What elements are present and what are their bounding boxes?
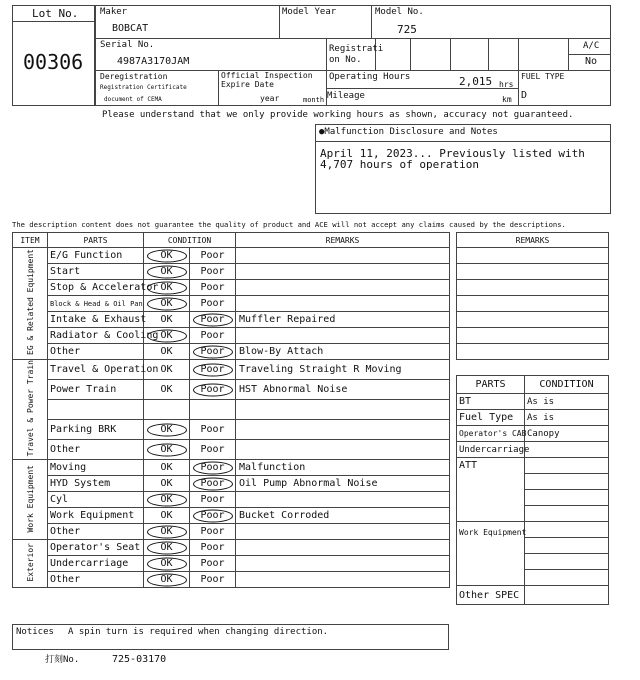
- remark: Traveling Straight R Moving: [236, 360, 450, 380]
- poor-label: Poor: [200, 346, 225, 357]
- item-group-label: Travel & Power Train: [25, 360, 35, 457]
- poor-label: Poor: [200, 314, 225, 325]
- part-name: Other: [48, 524, 144, 540]
- ok-option: [144, 248, 190, 264]
- selection-circle: [147, 281, 187, 294]
- ok-option: [144, 572, 190, 588]
- hours-notice: Please understand that we only provide working hours as shown, accuracy not guaranteed.: [102, 110, 574, 120]
- undercarriage-spec-value: [525, 442, 609, 458]
- item-group-label: Work Equipment: [25, 464, 35, 533]
- item-group: [13, 540, 48, 588]
- bt-label: BT: [457, 394, 525, 410]
- poor-option: [190, 400, 236, 420]
- ok-option: [144, 328, 190, 344]
- part-name: HYD System: [48, 476, 144, 492]
- poor-label: Poor: [200, 478, 225, 490]
- month-label: month: [303, 96, 325, 104]
- part-name: Intake & Exhaust: [48, 312, 144, 328]
- notices-label: Notices: [16, 627, 54, 637]
- part-name: Power Train: [48, 380, 144, 400]
- ok-label: OK: [160, 364, 173, 376]
- selection-circle: [147, 573, 187, 586]
- poor-option: [190, 296, 236, 312]
- selection-circle: [147, 493, 187, 506]
- remark: [236, 556, 450, 572]
- ok-label: OK: [160, 542, 173, 554]
- item-group-label: Exterior: [25, 543, 35, 582]
- maker-label: Maker: [100, 7, 128, 17]
- item-header: ITEM: [13, 233, 48, 248]
- maker-value: BOBCAT: [112, 23, 149, 34]
- ok-label: OK: [160, 330, 173, 341]
- cema-label: document of CEMA: [104, 96, 162, 103]
- inspection-row: [13, 344, 450, 360]
- poor-label: Poor: [200, 462, 225, 474]
- header-col-line-2: [371, 5, 372, 38]
- poor-option: [190, 508, 236, 524]
- hours-divider: [326, 88, 518, 89]
- disclaimer: The description content does not guarantee the quality of product and ACE will not accept any claims caused by the descriptions.: [12, 220, 566, 229]
- poor-label: Poor: [200, 424, 225, 436]
- ok-label: OK: [160, 510, 173, 522]
- item-group-label: EG & Related Equipment: [25, 249, 35, 355]
- bt-value: As is: [525, 394, 609, 410]
- poor-label: Poor: [200, 282, 225, 293]
- remark: Muffler Repaired: [236, 312, 450, 328]
- remark: [236, 572, 450, 588]
- part-name: Cyl: [48, 492, 144, 508]
- model-no-value: 725: [397, 23, 417, 36]
- poor-label: Poor: [200, 542, 225, 554]
- poor-option: [190, 540, 236, 556]
- registration-certificate-label: Registration Certificate: [100, 84, 187, 91]
- ok-label: OK: [160, 384, 173, 396]
- right-remarks-row: [457, 248, 609, 264]
- poor-option: [190, 476, 236, 492]
- remark: [236, 440, 450, 460]
- selection-circle: [147, 423, 187, 436]
- inspection-row: [13, 296, 450, 312]
- inspection-label: Official Inspection: [221, 71, 313, 80]
- inspection-row: [13, 524, 450, 540]
- model-year-label: Model Year: [282, 7, 337, 17]
- ok-option: [144, 296, 190, 312]
- inspection-row: [13, 572, 450, 588]
- att-value: [525, 490, 609, 506]
- remark: Oil Pump Abnormal Noise: [236, 476, 450, 492]
- poor-label: Poor: [200, 266, 225, 277]
- inspection-row: [13, 360, 450, 380]
- inspection-row: [13, 476, 450, 492]
- expire-label: Expire Date: [221, 80, 274, 89]
- selection-circle: [193, 477, 233, 490]
- remark: [236, 280, 450, 296]
- inspection-row: [13, 328, 450, 344]
- remark: Blow-By Attach: [236, 344, 450, 360]
- inspection-row: [13, 312, 450, 328]
- header-col-line-5: [518, 38, 519, 106]
- att-value: [525, 506, 609, 522]
- part-name: Parking BRK: [48, 420, 144, 440]
- right-parts-header: PARTS: [457, 376, 525, 394]
- poor-option: [190, 420, 236, 440]
- part-name: Other: [48, 344, 144, 360]
- poor-label: Poor: [200, 444, 225, 456]
- header-col-line-9: [488, 38, 489, 70]
- operating-hours-label: Operating Hours: [329, 72, 411, 82]
- right-condition-header: CONDITION: [525, 376, 609, 394]
- poor-label: Poor: [200, 574, 225, 586]
- registration-label: Registrati on No.: [329, 44, 384, 65]
- selection-circle: [147, 329, 187, 342]
- ok-option: [144, 360, 190, 380]
- inspection-row: [13, 440, 450, 460]
- poor-label: Poor: [200, 330, 225, 341]
- poor-label: Poor: [200, 494, 225, 506]
- poor-option: [190, 524, 236, 540]
- remarks-header: REMARKS: [236, 233, 450, 248]
- part-name: Moving: [48, 460, 144, 476]
- right-remarks-row: [457, 344, 609, 360]
- inspection-row: [13, 264, 450, 280]
- ok-option: [144, 492, 190, 508]
- inspection-row: [13, 540, 450, 556]
- remark: [236, 248, 450, 264]
- poor-label: Poor: [200, 384, 225, 396]
- ok-option: [144, 380, 190, 400]
- remark: [236, 420, 450, 440]
- poor-label: Poor: [200, 364, 225, 376]
- header-row-line-2: [95, 70, 611, 71]
- part-name: Work Equipment: [48, 508, 144, 524]
- ok-label: OK: [160, 250, 173, 261]
- right-remarks-row: [457, 264, 609, 280]
- ok-option: [144, 280, 190, 296]
- ok-label: OK: [160, 266, 173, 277]
- remark: HST Abnormal Noise: [236, 380, 450, 400]
- malfunction-line-1: April 11, 2023... Previously listed with: [320, 147, 585, 160]
- poor-option: [190, 556, 236, 572]
- remark: [236, 540, 450, 556]
- poor-label: Poor: [200, 558, 225, 570]
- inspection-row: [13, 280, 450, 296]
- header-col-line-7: [410, 38, 411, 70]
- ok-option: [144, 440, 190, 460]
- poor-label: Poor: [200, 526, 225, 538]
- ok-label: OK: [160, 462, 173, 474]
- malfunction-title: ●Malfunction Disclosure and Notes: [319, 127, 498, 137]
- ok-label: OK: [160, 314, 173, 325]
- ok-label: OK: [160, 282, 173, 293]
- ok-option: [144, 400, 190, 420]
- selection-circle: [147, 249, 187, 262]
- part-name: Travel & Operation: [48, 360, 144, 380]
- selection-circle: [147, 557, 187, 570]
- part-name: Block & Head & Oil Pan: [48, 296, 144, 312]
- remark: [236, 524, 450, 540]
- remark: [236, 264, 450, 280]
- right-remarks-row: [457, 312, 609, 328]
- hrs-unit: hrs: [499, 80, 514, 89]
- selection-circle: [193, 383, 233, 396]
- part-name: E/G Function: [48, 248, 144, 264]
- spec-table: [456, 232, 608, 605]
- model-no-label: Model No.: [375, 7, 424, 17]
- selection-circle: [193, 509, 233, 522]
- selection-circle: [193, 345, 233, 358]
- selection-circle: [147, 265, 187, 278]
- ok-label: OK: [160, 298, 173, 309]
- part-name: Other: [48, 440, 144, 460]
- poor-option: [190, 312, 236, 328]
- ok-option: [144, 312, 190, 328]
- other-spec-label: Other SPEC: [457, 586, 525, 605]
- ok-option: [144, 420, 190, 440]
- selection-circle: [193, 461, 233, 474]
- header-col-line-4: [218, 70, 219, 106]
- poor-option: [190, 264, 236, 280]
- inspection-row: [13, 508, 450, 524]
- poor-option: [190, 328, 236, 344]
- poor-option: [190, 344, 236, 360]
- att-value: [525, 474, 609, 490]
- ac-divider: [568, 54, 611, 55]
- remark: [236, 400, 450, 420]
- work-equipment-spec-value: [525, 522, 609, 538]
- lot-label: Lot No.: [32, 7, 79, 20]
- ok-option: [144, 264, 190, 280]
- km-unit: km: [502, 95, 512, 104]
- ok-option: [144, 476, 190, 492]
- work-equipment-spec-value: [525, 554, 609, 570]
- parts-header: PARTS: [48, 233, 144, 248]
- engraving-value: 725-03170: [112, 654, 167, 665]
- poor-option: [190, 492, 236, 508]
- right-remarks-row: [457, 296, 609, 312]
- selection-circle: [147, 297, 187, 310]
- work-equipment-spec-value: [525, 538, 609, 554]
- undercarriage-spec-label: Undercarriage: [457, 442, 525, 458]
- ok-label: OK: [160, 558, 173, 570]
- remark: Bucket Corroded: [236, 508, 450, 524]
- selection-circle: [147, 541, 187, 554]
- part-name: [48, 400, 144, 420]
- ok-option: [144, 556, 190, 572]
- poor-label: Poor: [200, 298, 225, 309]
- ok-option: [144, 508, 190, 524]
- poor-option: [190, 440, 236, 460]
- part-name: Radiator & Cooling: [48, 328, 144, 344]
- condition-header: CONDITION: [144, 233, 236, 248]
- poor-option: [190, 380, 236, 400]
- inspection-row: [13, 556, 450, 572]
- poor-label: Poor: [200, 510, 225, 522]
- header-row-line-1: [95, 38, 611, 39]
- ok-label: OK: [160, 574, 173, 586]
- selection-circle: [147, 443, 187, 456]
- fuel-type-spec-value: As is: [525, 410, 609, 426]
- header-col-line-8: [450, 38, 451, 70]
- malfunction-divider: [315, 141, 611, 142]
- part-name: Undercarriage: [48, 556, 144, 572]
- inspection-table: [12, 232, 449, 589]
- poor-option: [190, 460, 236, 476]
- ok-label: OK: [160, 444, 173, 456]
- inspection-row: [13, 380, 450, 400]
- selection-circle: [147, 525, 187, 538]
- inspection-row: [13, 460, 450, 476]
- item-group: [13, 360, 48, 460]
- ok-label: OK: [160, 478, 173, 490]
- poor-option: [190, 360, 236, 380]
- poor-label: Poor: [200, 250, 225, 261]
- engraving-label: 打刻No.: [45, 655, 80, 665]
- operating-hours-value: 2,015: [459, 75, 493, 88]
- poor-option: [190, 280, 236, 296]
- part-name: Stop & Accelerator: [48, 280, 144, 296]
- item-group: [13, 460, 48, 540]
- inspection-row: [13, 400, 450, 420]
- remark: [236, 328, 450, 344]
- selection-circle: [193, 363, 233, 376]
- serial-value: 4987A3170JAM: [117, 56, 190, 67]
- part-name: Start: [48, 264, 144, 280]
- ok-label: OK: [160, 494, 173, 506]
- notices-text: A spin turn is required when changing direction.: [68, 627, 329, 637]
- year-label: year: [260, 94, 280, 103]
- ok-option: [144, 344, 190, 360]
- remark: Malfunction: [236, 460, 450, 476]
- ok-label: OK: [160, 526, 173, 538]
- ok-label: OK: [160, 424, 173, 436]
- deregistration-label: Deregistration: [100, 72, 168, 81]
- remark: [236, 296, 450, 312]
- part-name: Operator's Seat: [48, 540, 144, 556]
- lot-divider: [12, 21, 95, 22]
- item-group: [13, 248, 48, 360]
- ok-option: [144, 460, 190, 476]
- header-col-line-1: [279, 5, 280, 38]
- inspection-row: [13, 492, 450, 508]
- other-spec-value: [525, 586, 609, 605]
- remark: [236, 492, 450, 508]
- poor-option: [190, 248, 236, 264]
- operator-cab-value: Canopy: [525, 426, 609, 442]
- operator-cab-label: Operator's CAB: [457, 426, 525, 442]
- att-value: [525, 458, 609, 474]
- ok-option: [144, 540, 190, 556]
- fuel-type-spec-label: Fuel Type: [457, 410, 525, 426]
- work-equipment-spec-value: [525, 570, 609, 586]
- fuel-type-value: D: [521, 90, 528, 101]
- lot-number: 00306: [23, 50, 84, 74]
- fuel-type-label: FUEL TYPE: [521, 72, 565, 81]
- poor-option: [190, 572, 236, 588]
- right-gap: [457, 360, 609, 376]
- inspection-row: [13, 248, 450, 264]
- right-remarks-row: [457, 280, 609, 296]
- att-label: ATT: [457, 458, 525, 522]
- right-remarks-header: REMARKS: [457, 233, 609, 248]
- malfunction-line-2: 4,707 hours of operation: [320, 158, 479, 171]
- inspection-row: [13, 420, 450, 440]
- ac-value: No: [585, 56, 598, 67]
- ok-option: [144, 524, 190, 540]
- ac-label: A/C: [583, 41, 600, 51]
- mileage-label: Mileage: [327, 91, 365, 101]
- ok-label: OK: [160, 346, 173, 357]
- work-equipment-spec-label: Work Equipment: [457, 522, 525, 586]
- selection-circle: [193, 313, 233, 326]
- serial-label: Serial No.: [100, 40, 155, 50]
- part-name: Other: [48, 572, 144, 588]
- right-remarks-row: [457, 328, 609, 344]
